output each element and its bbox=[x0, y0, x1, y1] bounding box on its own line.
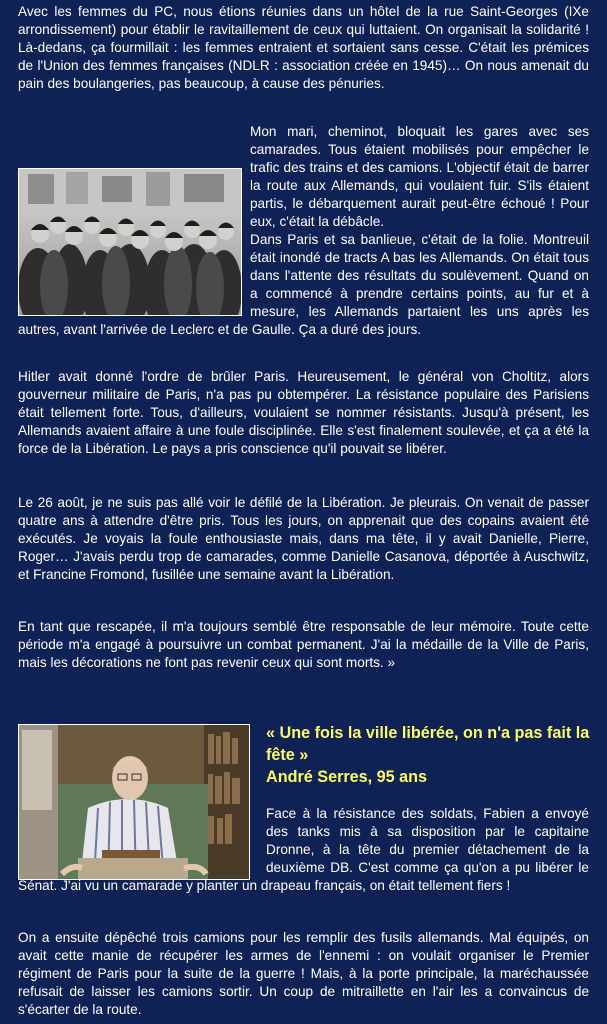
paragraph-liberation-parade: Le 26 août, je ne suis pas allé voir le défilé de la Libération. Je pleurais. On venait de passer quatre ans à attendre d'être pris. Tous les jours, on apprenait que des copains avaient été exécutés. Je voyais la foule enthousiaste mais, dans ma tête, il y avait Danielle, Pierre, Roger… J'avais perdu trop de camarades, comme Danielle Casanova, déportée à Auschwitz, et Francine Fromond, fusillée une semaine avant la Libération. bbox=[18, 495, 589, 583]
paragraph-trucks: On a ensuite dépêché trois camions pour les remplir des fusils allemands. Mal équipés, on avait cette manie de récupérer les armes de l'ennemi : on voulait organiser le Premier régiment de Paris pour la suite de la guerre ! Mais, à la porte principale, la maréchaussée refusait de laisser les camions sortir. Un coup de mitraillette en l'air les a convaincus de s'écarter de la route. bbox=[18, 930, 589, 1018]
paragraph-senate-liberation: Face à la résistance des soldats, Fabien a envoyé des tanks mis à sa disposition par le capitaine Dronne, à la tête du premier détachement de la deuxième DB. C'est comme ça qu'on a pu libérer le Sénat. J'ai vu un camarade y planter un drapeau français, on était tellement fiers ! bbox=[18, 806, 589, 894]
paragraph-hitler-order: Hitler avait donné l'ordre de brûler Paris. Heureusement, le général von Choltitz, alors gouverneur militaire de Paris, n'a pas pu obtempérer. La résistance populaire des Parisiens était tellement forte. Tous, d'ailleurs, voulaient se nommer résistants. Jusqu'à présent, les Allemands avaient affaire à une foule disciplinée. Elle s'est finalement soulevée, et ça a été la force de la Libération. Le pays a pris conscience qu'il pouvait se libérer. bbox=[18, 369, 589, 457]
quote-author: André Serres, 95 ans bbox=[266, 768, 428, 786]
paragraph-7-container bbox=[18, 805, 589, 895]
paragraph-intro: Avec les femmes du PC, nous étions réunies dans un hôtel de la rue Saint-Georges (IXe arrondissement) pour établir le ravitaillement de ceux qui luttaient. On organisait la solidarité ! Là-dedans, ça fourmillait : les femmes entraient et sortaient sans cesse. C'était les prémices de l'Union des femmes françaises (NDLR : association créée en 1945)… On nous amenait du pain des boulangeries, pas beaucoup, à cause des pénuries. bbox=[18, 4, 589, 92]
testimony-header bbox=[266, 722, 591, 788]
photo-spacer-3 bbox=[18, 805, 266, 877]
quote-title: « Une fois la ville libérée, on n'a pas fait la fête » bbox=[266, 724, 590, 764]
paragraph-paris-uprising: Dans Paris et sa banlieue, c'était de la folie. Montreuil était inondé de tracts A bas les Allemands. On était tous dans l'attente des résultats du soulèvement. Quand on a commencé à prendre certains points, au fur et à mesure, les Allemands partaient les uns après les autres, avant l'arrivée de Leclerc et de Gaulle. Ça a duré des jours. bbox=[18, 232, 589, 338]
paragraph-memory: En tant que rescapée, il m'a toujours semblé être responsable de leur mémoire. Toute cette période m'a engagé à poursuivre un combat permanent. J'ai la médaille de la Ville de Paris, mais les décorations ne font pas revenir ceux qui sont morts. » bbox=[18, 619, 589, 671]
paragraph-railway: Mon mari, cheminot, bloquait les gares avec ses camarades. Tous étaient mobilisés pour empêcher le trafic des trains et des camions. L'objectif était de barrer la route aux Allemands, qui voulaient fuir. S'ils étaient partis, le débarquement aurait peut-être échoué ! Pour eux, c'était la débâcle. bbox=[250, 124, 589, 230]
women-group-photo bbox=[18, 168, 242, 316]
